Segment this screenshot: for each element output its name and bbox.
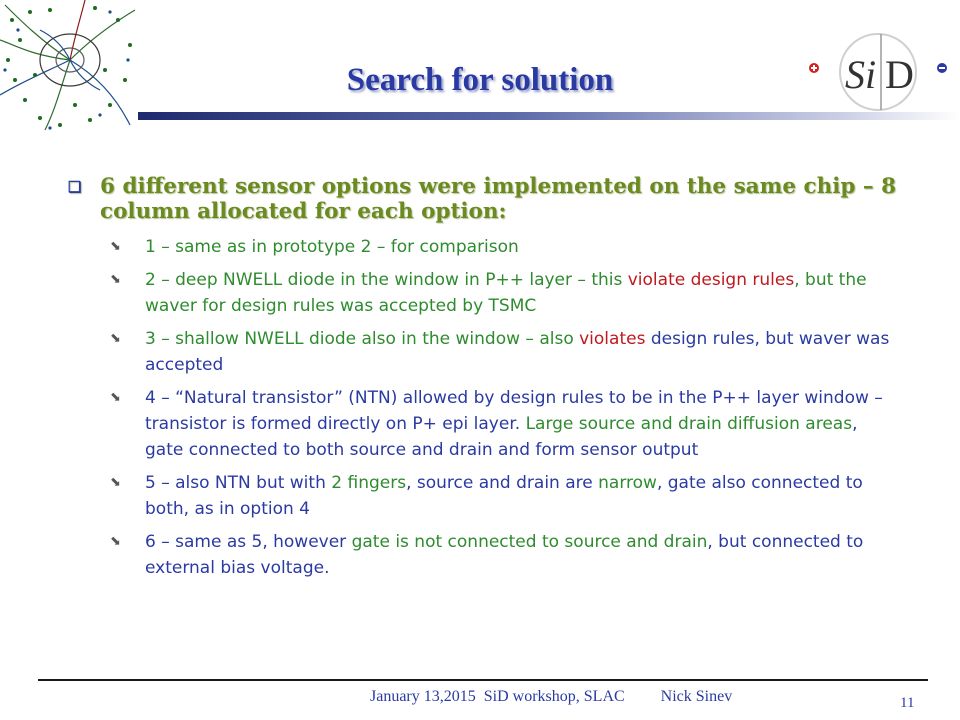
option-item xyxy=(60,326,900,378)
arrow-bullet-icon: ⬊ xyxy=(110,475,121,490)
hollow-square-bullet-icon: ❏ xyxy=(68,178,82,196)
sid-logo xyxy=(797,22,960,118)
option-text-segment: 5 – also NTN but with xyxy=(145,473,332,493)
option-text-segment: , gate connected to both source and drain and form sensor output xyxy=(145,414,858,460)
logo-text-d: D xyxy=(885,52,914,97)
option-text-segment: 3 – shallow NWELL diode also in the window – also xyxy=(145,329,580,349)
logo-text-si: Si xyxy=(845,52,877,97)
option-list xyxy=(60,234,900,581)
option-text-segment: violates xyxy=(579,329,646,349)
option-text-segment: violate design rules xyxy=(627,270,795,290)
option-text-segment: 2 fingers xyxy=(331,473,407,493)
slide-title: Search for solution xyxy=(346,62,614,99)
option-text-segment: , but the waver for design rules was accepted by TSMC xyxy=(145,270,867,316)
option-text-segment: , source and drain are xyxy=(406,473,599,493)
option-text-segment: Large source and drain diffusion areas xyxy=(525,414,853,434)
arrow-bullet-icon: ⬊ xyxy=(110,534,121,549)
option-item xyxy=(60,529,900,581)
slide-body xyxy=(60,174,900,588)
option-text-segment: gate is not connected to source and drain xyxy=(351,532,708,552)
arrow-bullet-icon: ⬊ xyxy=(110,331,121,346)
particle-event-display-image xyxy=(0,0,140,135)
option-item xyxy=(60,470,900,522)
option-text-segment: design rules, but waver was accepted xyxy=(145,329,890,375)
main-bullet xyxy=(60,174,900,224)
option-text-segment: , gate also connected to both, as in option 4 xyxy=(145,473,863,519)
arrow-bullet-icon: ⬊ xyxy=(110,272,121,287)
arrow-bullet-icon: ⬊ xyxy=(110,390,121,405)
option-text-segment: 2 – deep NWELL diode in the window in P++ layer – this xyxy=(145,270,628,290)
page-number: 11 xyxy=(900,695,915,711)
option-item xyxy=(60,234,900,260)
footer-divider xyxy=(38,679,928,681)
arrow-bullet-icon: ⬊ xyxy=(110,239,121,254)
option-item xyxy=(60,267,900,319)
option-text-segment: 1 – same as in prototype 2 – for comparison xyxy=(145,237,519,257)
footer-text: January 13,2015 SiD workshop, SLAC Nick Sinev xyxy=(370,688,733,705)
option-item xyxy=(60,385,900,463)
option-text-segment: 6 – same as 5, however xyxy=(145,532,352,552)
option-text-segment: , but connected to external bias voltage. xyxy=(145,532,864,578)
option-text-segment: 4 – “Natural transistor” (NTN) allowed by design rules to be in the P++ layer window – transistor is formed directly on P+ epi layer. xyxy=(145,388,883,434)
option-text-segment: narrow xyxy=(598,473,657,493)
main-bullet-text: 6 different sensor options were implemented on the same chip – 8 column allocated for each option: xyxy=(100,174,897,224)
